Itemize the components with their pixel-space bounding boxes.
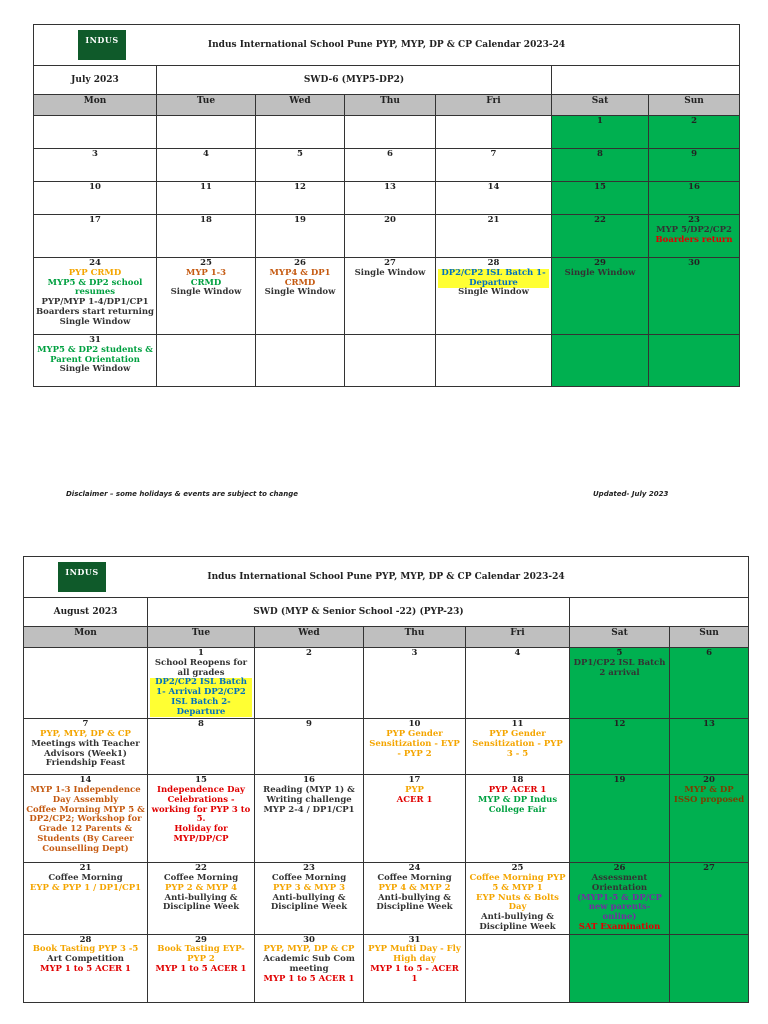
day-number: 22: [594, 215, 606, 225]
week-row: [34, 258, 740, 335]
day-cell: [570, 648, 670, 719]
event-text: MYP & DP Indus College Fair: [477, 794, 558, 815]
event-text: Single Window: [59, 364, 131, 375]
event-text: PYP, MYP, DP & CP: [40, 729, 131, 740]
day-cell: [670, 934, 749, 1002]
day-cell: [552, 215, 649, 258]
day-number: 28: [79, 934, 92, 945]
event-text: Coffee Morning: [48, 873, 123, 884]
day-cell: [345, 116, 436, 149]
day-cell: [256, 335, 345, 387]
day-cell: [34, 335, 157, 387]
event-text: Reading (MYP 1) & Writing challenge MYP 2-4 / DP1/CP1: [263, 785, 355, 815]
day-cell: [24, 863, 148, 934]
event-text: MYP 1 to 5 ACER 1: [155, 964, 247, 975]
event-text: EYP Nuts & Bolts Day: [476, 892, 559, 913]
day-number: 13: [384, 182, 396, 192]
event-text: Single Window: [564, 267, 636, 278]
day-cell: [436, 182, 552, 215]
day-number: 24: [408, 863, 421, 874]
event-text: MYP 1 to 5 - ACER 1: [370, 964, 459, 984]
event-text: PYP Gender Sensitization - PYP 3 - 5: [472, 729, 563, 759]
day-cell: [34, 149, 157, 182]
day-number: 11: [511, 719, 524, 730]
day-cell: [649, 116, 740, 149]
event-text: Assessment Orientation: [591, 873, 648, 893]
day-cell: [552, 149, 649, 182]
event-text: MYP4 & DP1: [269, 267, 331, 278]
event-text: Book Tasting EYP-PYP 2: [157, 944, 245, 965]
day-cell: [466, 934, 570, 1002]
event-text: PYP 2 & MYP 4: [164, 882, 238, 893]
day-cell: [148, 934, 255, 1002]
day-cell: [466, 648, 570, 719]
event-text: Coffee Morning: [271, 873, 347, 884]
day-cell: [552, 182, 649, 215]
event-text: School Reopens for all grades: [154, 657, 248, 678]
event-text: Anti-bullying & Discipline Week: [270, 892, 348, 913]
event-text: EYP & PYP 1 / DP1/CP1: [29, 882, 142, 893]
day-header: Fri: [436, 95, 552, 116]
event-text: PYP, MYP, DP & CP: [263, 944, 355, 955]
event-text: CRMD: [284, 277, 316, 288]
event-text: PYP CRMD: [68, 267, 122, 278]
day-number: 6: [706, 648, 712, 658]
calendar-title: [24, 557, 749, 598]
day-cell: [345, 182, 436, 215]
event-text: ACER 1: [396, 794, 433, 805]
day-number: 19: [613, 775, 626, 786]
day-number: 2: [691, 116, 697, 126]
day-cell: [34, 116, 157, 149]
day-number: 31: [89, 335, 101, 345]
day-cell: [256, 182, 345, 215]
event-text: DP2/CP2 ISL Batch 1- Arrival DP2/CP2 ISL Batch 2- Departure: [150, 678, 252, 717]
event-text: PYP: [405, 785, 424, 796]
day-header: Wed: [255, 627, 364, 648]
day-number: 23: [688, 215, 700, 225]
day-header: Sat: [552, 95, 649, 116]
day-cell: [255, 934, 364, 1002]
school-logo: INDUS: [78, 30, 126, 60]
event-text: DP2/CP2 ISL Batch 1- Departure: [438, 269, 549, 289]
weekday-header-row: [24, 627, 749, 648]
day-header: Tue: [157, 95, 256, 116]
day-cell: [466, 775, 570, 863]
updated-text: Updated- July 2023: [593, 490, 669, 498]
day-header: Thu: [345, 95, 436, 116]
week-row: [24, 863, 749, 934]
day-number: 25: [511, 863, 524, 874]
event-text: PYP ACER 1: [488, 785, 547, 796]
day-cell: [345, 215, 436, 258]
week-row: [34, 116, 740, 149]
day-cell: [436, 149, 552, 182]
event-text: MYP 5/DP2/CP2: [656, 224, 732, 235]
day-number: 18: [511, 775, 524, 786]
day-number: 8: [198, 719, 204, 730]
day-number: 29: [594, 258, 606, 268]
week-row: [24, 719, 749, 775]
title-text: Indus International School Pune PYP, MYP, DP & CP Calendar 2023-24: [207, 571, 565, 582]
day-number: 20: [703, 775, 715, 786]
day-number: 16: [688, 182, 700, 192]
day-cell: [649, 182, 740, 215]
day-cell: [670, 648, 749, 719]
day-number: 21: [79, 863, 92, 874]
day-number: 26: [613, 863, 626, 874]
day-number: 1: [597, 116, 603, 126]
day-number: 10: [89, 182, 101, 192]
day-cell: [570, 719, 670, 775]
day-number: 15: [195, 775, 207, 786]
event-text: Boarders return: [655, 234, 733, 245]
day-cell: [148, 719, 255, 775]
day-number: 31: [408, 934, 421, 945]
day-header: Mon: [34, 95, 157, 116]
day-cell: [255, 719, 364, 775]
day-cell: [157, 335, 256, 387]
day-header: Sun: [649, 95, 740, 116]
day-cell: [157, 215, 256, 258]
day-number: 27: [703, 863, 715, 874]
day-number: 30: [303, 934, 315, 945]
event-text: PYP 3 & MYP 3: [272, 882, 346, 893]
week-row: [34, 149, 740, 182]
day-cell: [436, 335, 552, 387]
event-text: Independence Day Celebrations -working for PYP 3 to 5.: [151, 785, 251, 825]
day-cell: [649, 215, 740, 258]
day-number: 7: [490, 149, 497, 159]
day-number: 5: [297, 149, 303, 159]
event-text: MYP 1-3: [185, 267, 227, 278]
event-text: Single Window: [170, 287, 242, 298]
day-cell: [670, 775, 749, 863]
day-cell: [570, 863, 670, 934]
day-cell: [552, 258, 649, 335]
event-text: PYP Mufti Day - Fly High day: [368, 944, 461, 965]
blank-header-cell: [552, 66, 740, 95]
day-cell: [256, 116, 345, 149]
week-row: [34, 215, 740, 258]
day-number: 11: [200, 182, 212, 192]
day-number: 29: [195, 934, 207, 945]
day-number: 2: [306, 648, 312, 658]
weekday-header-row: [34, 95, 740, 116]
event-text: MYP5 & DP2 school resumes: [47, 277, 143, 298]
day-number: 21: [487, 215, 500, 225]
week-row: [24, 775, 749, 863]
day-header: Sat: [570, 627, 670, 648]
event-text: Single Window: [59, 316, 131, 327]
day-cell: [157, 182, 256, 215]
week-row: [34, 335, 740, 387]
day-cell: [148, 863, 255, 934]
day-number: 12: [294, 182, 306, 192]
day-cell: [34, 258, 157, 335]
day-number: 14: [487, 182, 500, 192]
day-cell: [649, 258, 740, 335]
day-number: 22: [195, 863, 207, 874]
day-number: 27: [384, 258, 396, 268]
week-row: [34, 182, 740, 215]
day-number: 6: [387, 149, 393, 159]
event-text: Friendship Feast: [45, 758, 126, 769]
day-cell: [148, 775, 255, 863]
event-text: MYP 1 to 5 ACER 1: [263, 973, 355, 984]
day-cell: [670, 719, 749, 775]
day-cell: [436, 258, 552, 335]
day-number: 4: [203, 149, 209, 159]
week-row: [24, 648, 749, 719]
day-cell: [649, 149, 740, 182]
event-text: Coffee Morning: [163, 873, 239, 884]
calendar-august-2023: [23, 556, 749, 1003]
day-header: Tue: [148, 627, 255, 648]
disclaimer-text: Disclaimer – some holidays & events are subject to change: [66, 490, 298, 498]
day-number: 4: [514, 648, 521, 658]
event-text: Art Competition: [47, 954, 124, 965]
event-text: MYP 1-3 Independence Day Assembly: [30, 785, 141, 805]
day-header: Sun: [670, 627, 749, 648]
day-number: 9: [691, 149, 697, 159]
day-number: 28: [487, 258, 500, 268]
day-cell: [256, 258, 345, 335]
day-cell: [466, 719, 570, 775]
day-number: 16: [303, 775, 315, 786]
day-cell: [24, 934, 148, 1002]
day-number: 23: [303, 863, 315, 874]
event-text: Academic Sub Com meeting: [263, 954, 355, 975]
day-cell: [157, 116, 256, 149]
day-number: 8: [597, 149, 603, 159]
day-number: 20: [384, 215, 396, 225]
day-cell: [345, 149, 436, 182]
day-number: 12: [613, 719, 626, 730]
day-cell: [649, 335, 740, 387]
day-cell: [570, 775, 670, 863]
day-number: 9: [306, 719, 312, 730]
day-number: 7: [82, 719, 89, 730]
day-cell: [364, 719, 466, 775]
event-text: (MYP1-5 & DP/CP new parents-online): [577, 892, 662, 923]
calendar-title: [34, 25, 740, 66]
event-text: Anti-bullying & Discipline Week: [162, 892, 240, 913]
day-number: 3: [411, 648, 418, 658]
day-number: 5: [616, 648, 623, 658]
swd-label: SWD-6 (MYP5-DP2): [157, 66, 552, 95]
day-number: 10: [408, 719, 421, 730]
event-text: Book Tasting PYP 3 -5: [32, 944, 139, 955]
day-cell: [256, 149, 345, 182]
event-text: Meetings with Teacher Advisors (Week1): [31, 738, 140, 759]
day-cell: [34, 182, 157, 215]
day-cell: [552, 335, 649, 387]
day-header: Fri: [466, 627, 570, 648]
day-number: 26: [294, 258, 306, 268]
day-cell: [24, 719, 148, 775]
day-cell: [157, 149, 256, 182]
day-header: Mon: [24, 627, 148, 648]
event-text: Single Window: [458, 287, 529, 298]
day-number: 1: [198, 648, 204, 658]
swd-label: SWD (MYP & Senior School -22) (PYP-23): [148, 598, 570, 627]
event-text: SAT Examination: [578, 921, 661, 932]
event-text: MYP 1 to 5 ACER 1: [40, 964, 131, 975]
event-text: Coffee Morning MYP 5 & DP2/CP2; Workshop for Grade 12 Parents & Students (By Career Counselling Dept): [26, 804, 145, 854]
day-number: 30: [688, 258, 700, 268]
day-cell: [345, 335, 436, 387]
day-cell: [256, 215, 345, 258]
day-cell: [670, 863, 749, 934]
day-header: Wed: [256, 95, 345, 116]
day-cell: [255, 863, 364, 934]
day-cell: [157, 258, 256, 335]
event-text: Single Window: [264, 287, 336, 298]
day-cell: [364, 648, 466, 719]
day-cell: [570, 934, 670, 1002]
title-text: Indus International School Pune PYP, MYP, DP & CP Calendar 2023-24: [207, 39, 566, 50]
day-cell: [436, 116, 552, 149]
day-cell: [552, 116, 649, 149]
event-text: CRMD: [190, 277, 222, 288]
day-cell: [364, 863, 466, 934]
school-logo: INDUS: [58, 562, 106, 592]
event-text: MYP5 & DP2 students & Parent Orientation: [37, 344, 153, 365]
week-row: [24, 934, 749, 1002]
day-number: 18: [200, 215, 212, 225]
day-cell: [345, 258, 436, 335]
day-cell: [364, 775, 466, 863]
day-number: 15: [594, 182, 606, 192]
day-number: 24: [89, 258, 101, 268]
blank-header-cell: [570, 598, 749, 627]
day-cell: [466, 863, 570, 934]
event-text: Anti-bullying & Discipline Week: [479, 912, 556, 932]
event-text: PYP Gender Sensitization - EYP - PYP 2: [369, 729, 460, 759]
day-cell: [34, 215, 157, 258]
day-cell: [436, 215, 552, 258]
day-number: 3: [92, 149, 98, 159]
day-header: Thu: [364, 627, 466, 648]
day-cell: [255, 648, 364, 719]
event-text: Holiday for MYP/DP/CP: [173, 824, 229, 844]
day-cell: [364, 934, 466, 1002]
month-label: August 2023: [24, 598, 148, 627]
event-text: DP1/CP2 ISL Batch 2 arrival: [573, 657, 666, 678]
event-text: Coffee Morning: [377, 873, 452, 884]
day-cell: [24, 648, 148, 719]
calendar-july-2023: [33, 24, 740, 387]
day-number: 13: [703, 719, 715, 730]
day-cell: [255, 775, 364, 863]
day-number: 25: [200, 258, 212, 268]
day-number: 19: [294, 215, 306, 225]
day-cell: [24, 775, 148, 863]
event-text: PYP 4 & MYP 2: [378, 882, 451, 893]
event-text: Anti-bullying & Discipline Week: [376, 892, 453, 913]
event-text: MYP & DP ISSO proposed: [673, 785, 745, 805]
day-number: 14: [79, 775, 92, 786]
day-number: 17: [408, 775, 421, 786]
event-text: PYP/MYP 1-4/DP1/CP1 Boarders start returning: [36, 297, 154, 317]
day-cell: [148, 648, 255, 719]
event-text: Coffee Morning PYP 5 & MYP 1: [469, 873, 566, 893]
day-number: 17: [89, 215, 101, 225]
event-text: Single Window: [354, 267, 426, 278]
month-label: July 2023: [34, 66, 157, 95]
